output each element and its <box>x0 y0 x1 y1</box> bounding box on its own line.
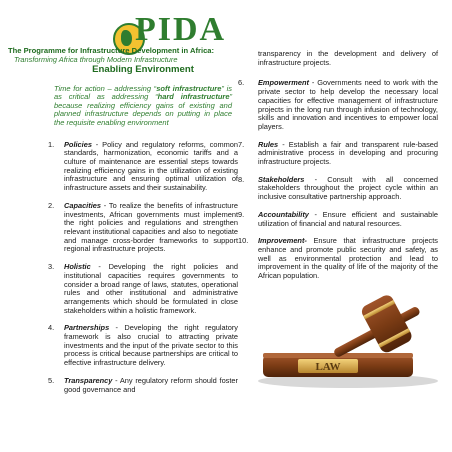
intro-part: ” is as critical as addressing “ <box>54 83 232 102</box>
item-key: Accountability <box>258 209 309 219</box>
list-item <box>238 79 438 131</box>
item-body: - Governments need to work with the private sector to help develop the necessary local capacities for effective management of infrastructure projects in the long run through infusion of technology, skills and innovation and incentives to empower local players. <box>258 78 438 131</box>
item-body: - Establish a fair and transparent rule-based administrative process in developing and procuring infrastructure projects. <box>258 139 438 167</box>
item-body: - Developing the right regulatory framework is also crucial to attracting private investments and the input of the private sector to this process is critical because partnerships are critical to effective infrastructure delivery. <box>64 323 238 368</box>
gavel-head <box>359 293 413 355</box>
law-label: LAW <box>315 361 341 373</box>
item-text <box>258 141 438 167</box>
list-item <box>48 324 238 368</box>
item-text <box>258 176 438 202</box>
item-key: Policies <box>64 139 92 149</box>
list-item <box>48 141 238 193</box>
item-number: 3. <box>48 262 55 272</box>
item-number: 4. <box>48 323 55 333</box>
intro-part: Time for action – addressing “ <box>54 83 157 93</box>
section-title: Enabling Environment <box>92 64 194 75</box>
logo-text: PIDA <box>135 11 227 48</box>
right-column <box>238 50 438 290</box>
item-key: Capacities <box>64 200 101 210</box>
item-text <box>64 202 238 254</box>
item-body: - Policy and regulatory reforms, common standards, harmonization, economic tariffs and a culture of maintenance are essential steps towards realizing efficiency gains in the utilization of existing infrastructure and ensuring optimal utilization of infrastructure assets and their sustainability. <box>64 139 238 193</box>
intro-emphasis: soft infrastructure <box>156 83 222 93</box>
item-number: 6. <box>238 78 245 88</box>
item-key: Empowerment <box>258 78 309 88</box>
item-key: Rules <box>258 139 279 149</box>
item-text <box>64 141 238 193</box>
item-body: - To realize the benefits of infrastructure investments, African governments must implement the right policies and regulations and strengthen relevant institutional capacities and also to negotiate and manage cross-border frameworks to support regional infrastructure projects. <box>64 200 238 254</box>
list-item <box>48 202 238 254</box>
item-key: Transparency <box>64 375 113 385</box>
intro-text <box>48 85 238 128</box>
list-item <box>238 176 438 202</box>
intro-emphasis: hard infrastructure <box>157 92 230 102</box>
item-text <box>258 79 438 131</box>
gavel-image <box>253 285 443 390</box>
item-number: 7. <box>238 139 245 149</box>
item-key: Stakeholders <box>258 174 305 184</box>
item-number: 8. <box>238 174 245 184</box>
item-number: 5. <box>48 375 55 385</box>
item-key: Improvement- <box>258 236 307 246</box>
item-number: 2. <box>48 200 55 210</box>
left-column <box>48 64 238 403</box>
item-body: - Any regulatory reform should foster good governance and <box>64 375 238 394</box>
item-text <box>258 237 438 281</box>
item-key: Holistic <box>64 262 91 272</box>
list-item <box>238 141 438 167</box>
pida-logo <box>55 10 227 48</box>
item-text <box>64 263 238 315</box>
intro-part: ” because realizing efficiency gains of existing and planned infrastructure depends on putting in place the requisite enabling environment <box>54 92 232 128</box>
list-item <box>48 377 238 394</box>
item-body: - Developing the right policies and institutional capacities requires governments to consider a broad range of laws, statutes, operational rules and other institutional and administrative arrangements which should be formulated in close stakeholders within a holistic framework. <box>64 262 238 315</box>
list-item <box>48 263 238 315</box>
item-key: Partnerships <box>64 323 110 333</box>
item-number: 10. <box>238 236 249 246</box>
item-body: - Ensure efficient and sustainable utilization of financial and natural resources. <box>258 209 438 228</box>
item-text <box>64 377 238 394</box>
item-text <box>64 324 238 368</box>
item-number: 9. <box>238 209 245 219</box>
item-text <box>258 211 438 228</box>
list-item <box>238 211 438 228</box>
item-number: 1. <box>48 139 55 149</box>
list-item <box>238 237 438 281</box>
continued-text: transparency in the development and delivery of infrastructure projects. <box>258 49 438 67</box>
item-body: - Consult with all concerned stakeholders throughout the project cycle within an inclusive consultative partnership approach. <box>258 174 438 202</box>
tagline: Transforming Africa through Modern Infrastructure <box>14 55 178 64</box>
item-body: Ensure that infrastructure projects enhance and promote public security and safety, as well as environmental protection and lead to improvement in the quality of life of the majority of the African population. <box>258 236 438 281</box>
org-name: The Programme for Infrastructure Development in Africa: <box>8 46 215 55</box>
